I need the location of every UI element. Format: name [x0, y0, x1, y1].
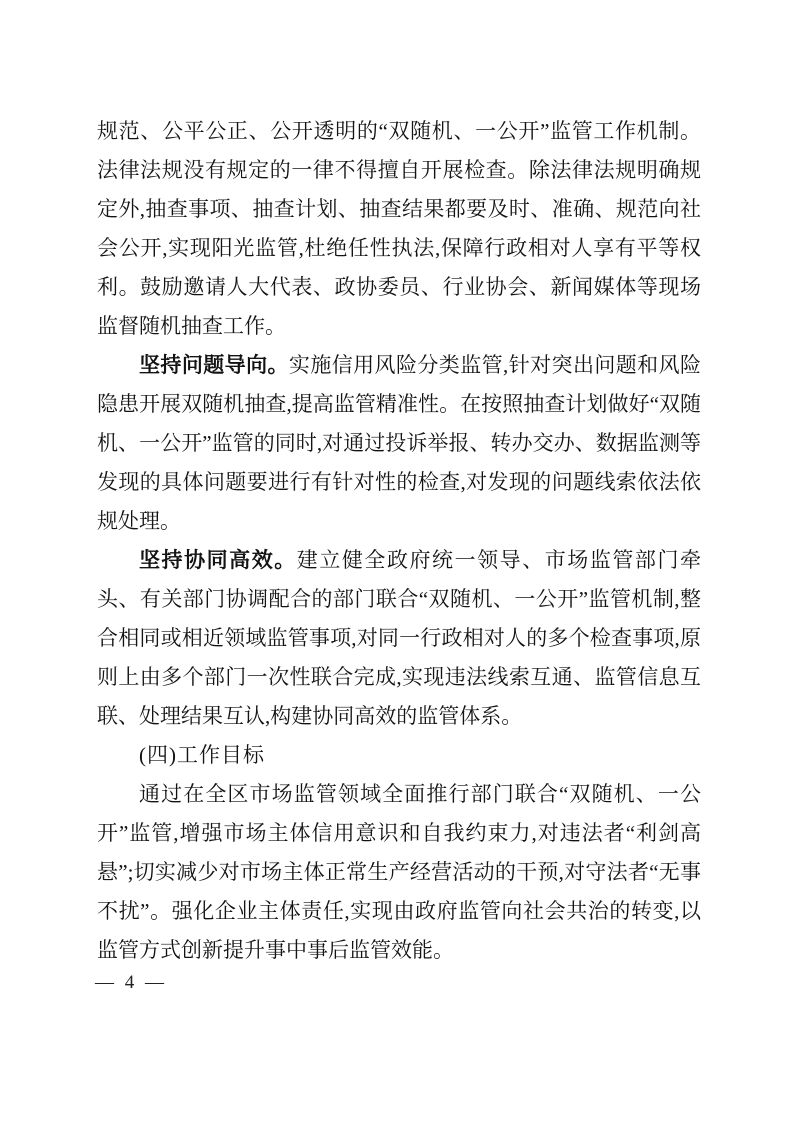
- paragraph-lead-in: 坚持协同高效。: [139, 548, 297, 572]
- paragraph-text: 规范、公平公正、公开透明的“双随机、一公开”监管工作机制。法律法规没有规定的一律不得擅自开展检查。除法律法规明确规定外,抽查事项、抽查计划、抽查结果都要及时、准确、规范向社会公开,实现阳光监管,杜绝任性执法,保障行政相对人享有平等权利。鼓励邀请人大代表、政协委员、行业协会、新闻媒体等现场监督随机抽查工作。: [97, 119, 701, 338]
- paragraph-text: 通过在全区市场监管领域全面推行部门联合“双随机、一公开”监管,增强市场主体信用意识和自我约束力,对违法者“利剑高悬”;切实减少对市场主体正常生产经营活动的干预,对守法者“无事不扰”。强化企业主体责任,实现由政府监管向社会共治的转变,以监管方式创新提升事中事后监管效能。: [97, 782, 701, 962]
- paragraph-continuation: [97, 112, 701, 346]
- paragraph-text: 建立健全政府统一领导、市场监管部门牵头、有关部门协调配合的部门联合“双随机、一公开”监管机制,整合相同或相近领域监管事项,对同一行政相对人的多个检查事项,原则上由多个部门一次性联合完成,实现违法线索互通、监管信息互联、处理结果互认,构建协同高效的监管体系。: [97, 548, 702, 728]
- paragraph-coordination: [97, 541, 701, 736]
- paragraph-text: 实施信用风险分类监管,针对突出问题和风险隐患开展双随机抽查,提高监管精准性。在按照抽查计划做好“双随机、一公开”监管的同时,对通过投诉举报、转办交办、数据监测等发现的具体问题要进行有针对性的检查,对发现的问题线索依法依规处理。: [97, 353, 702, 533]
- paragraph-lead-in: 坚持问题导向。: [139, 353, 289, 377]
- page-number: — 4 —: [95, 972, 167, 993]
- document-body: [97, 112, 701, 970]
- paragraph-problem-orientation: [97, 346, 701, 541]
- paragraph-work-goals: [97, 775, 701, 970]
- section-heading-work-goals: (四)工作目标: [139, 743, 265, 767]
